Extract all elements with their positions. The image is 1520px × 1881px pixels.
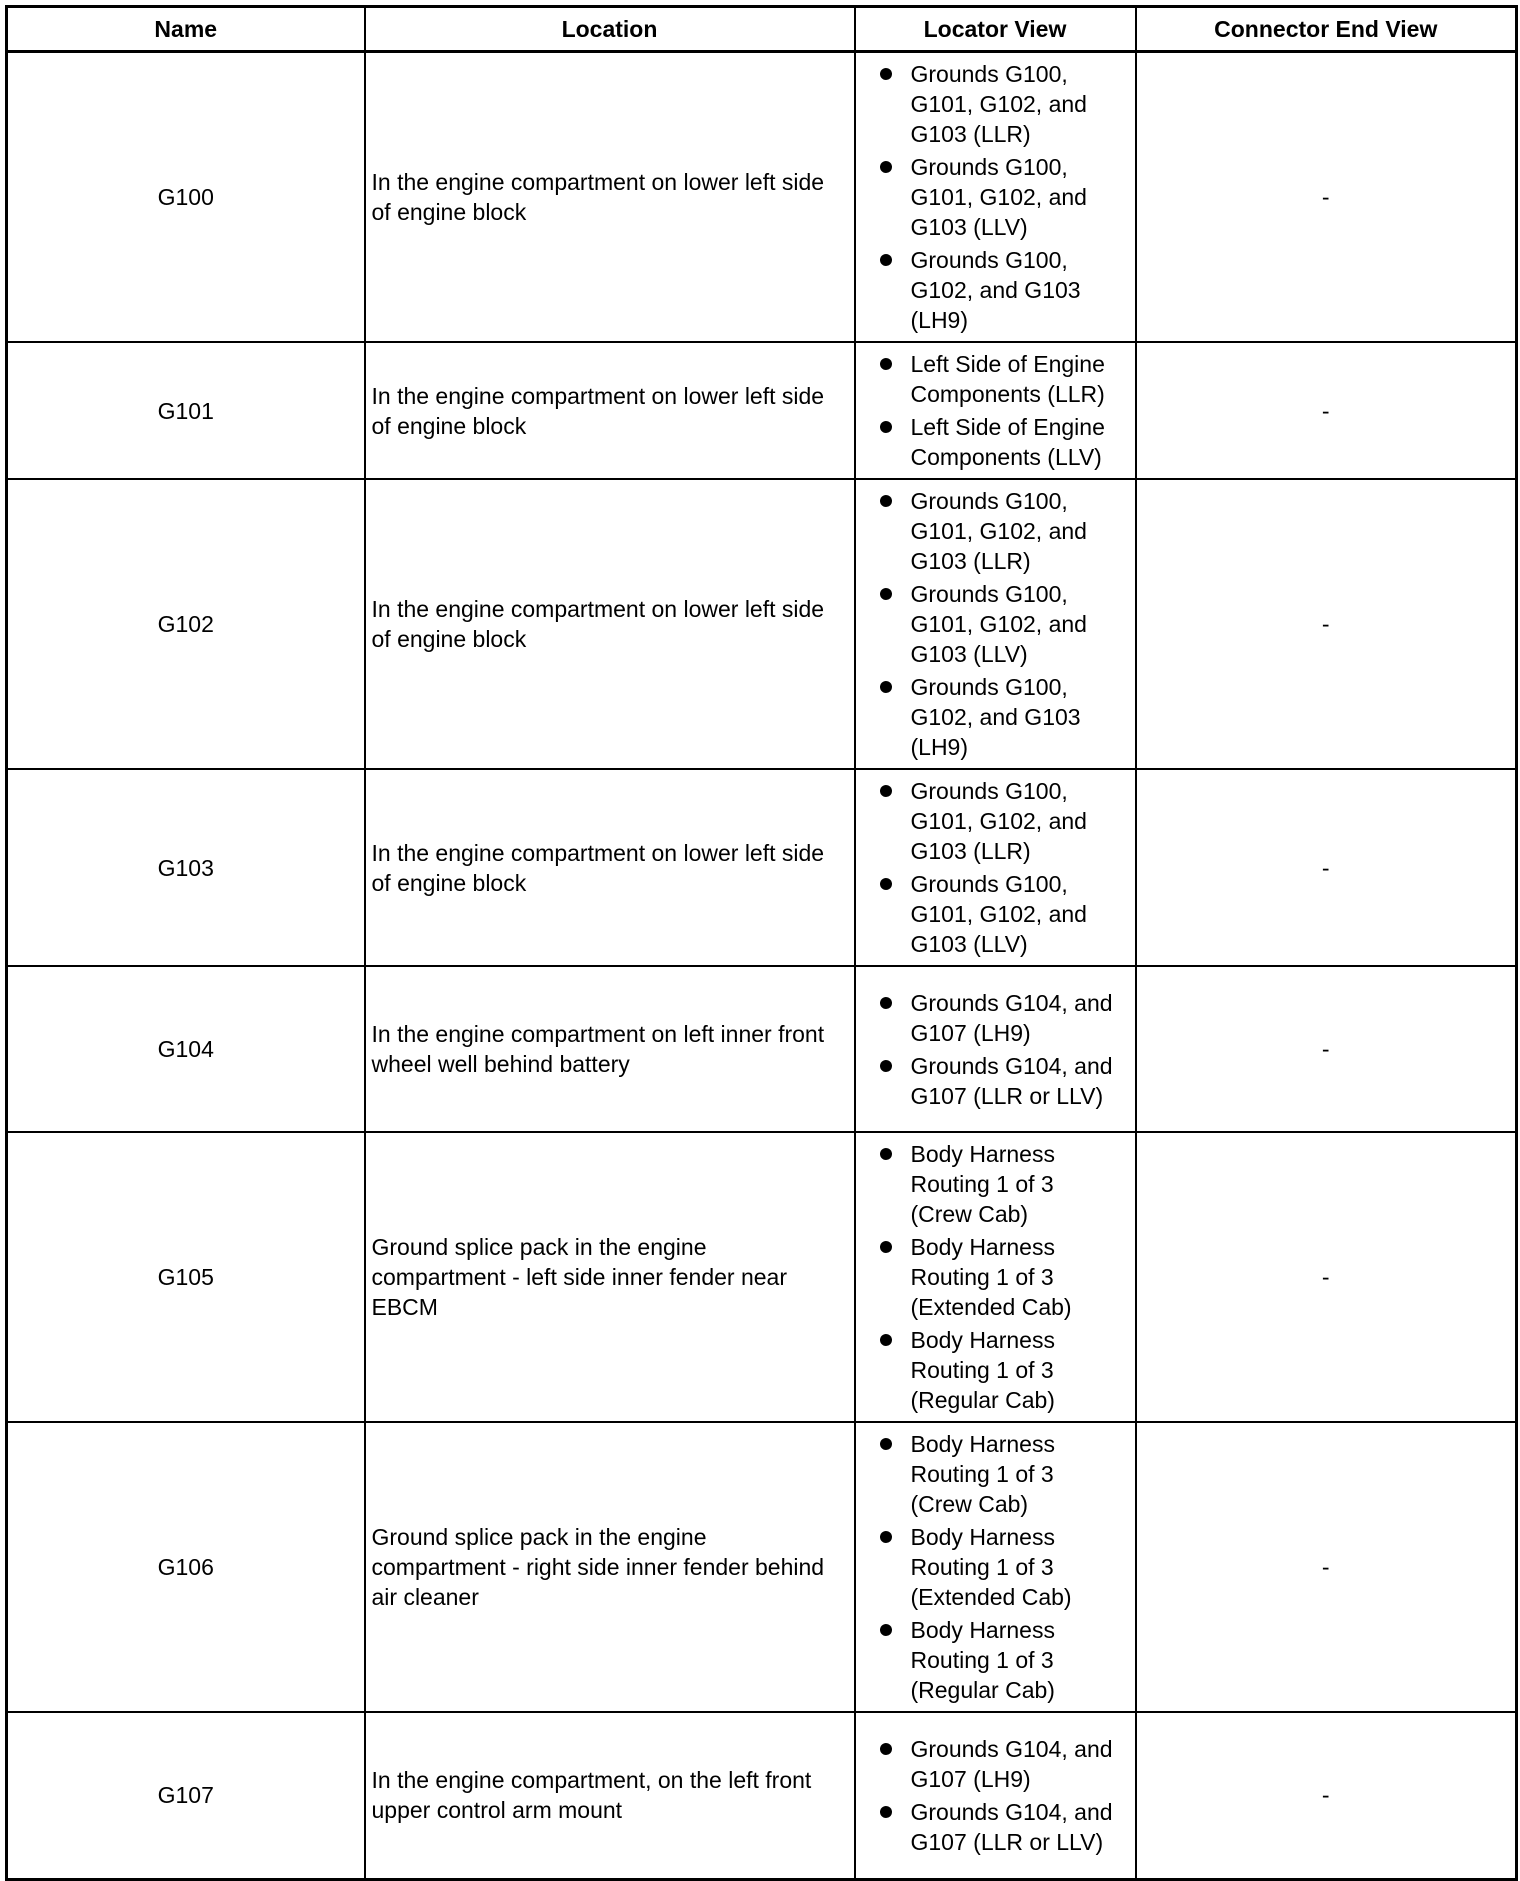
locator-link[interactable]: Grounds G104, and G107 (LH9) — [880, 988, 1127, 1048]
locator-link[interactable]: Grounds G100, G102, and G103 (LH9) — [880, 672, 1127, 762]
ground-name: G101 — [7, 342, 365, 479]
locator-list — [880, 59, 1127, 335]
locator-list — [880, 349, 1127, 472]
ground-location: Ground splice pack in the engine compartment - right side inner fender behind air cleaner — [365, 1422, 855, 1712]
table-row — [7, 52, 1517, 343]
connector-end-view: - — [1136, 52, 1517, 343]
locator-link[interactable]: Body Harness Routing 1 of 3 (Extended Cab) — [880, 1522, 1127, 1612]
header-locator-view: Locator View — [855, 7, 1136, 52]
ground-location: Ground splice pack in the engine compartment - left side inner fender near EBCM — [365, 1132, 855, 1422]
table-row — [7, 769, 1517, 966]
locator-view-cell — [855, 1712, 1136, 1879]
locator-view-cell — [855, 1422, 1136, 1712]
locator-link[interactable]: Body Harness Routing 1 of 3 (Crew Cab) — [880, 1139, 1127, 1229]
ground-name: G105 — [7, 1132, 365, 1422]
locator-link[interactable]: Grounds G104, and G107 (LH9) — [880, 1734, 1127, 1794]
table-body — [7, 52, 1517, 1880]
header-location: Location — [365, 7, 855, 52]
table-row — [7, 1422, 1517, 1712]
table-row — [7, 1712, 1517, 1879]
table-row — [7, 966, 1517, 1132]
locator-link[interactable]: Left Side of Engine Components (LLR) — [880, 349, 1127, 409]
locator-link[interactable]: Grounds G100, G102, and G103 (LH9) — [880, 245, 1127, 335]
connector-end-view: - — [1136, 1422, 1517, 1712]
locator-link[interactable]: Body Harness Routing 1 of 3 (Regular Cab) — [880, 1325, 1127, 1415]
locator-link[interactable]: Left Side of Engine Components (LLV) — [880, 412, 1127, 472]
ground-location: In the engine compartment on lower left side of engine block — [365, 769, 855, 966]
locator-link[interactable]: Body Harness Routing 1 of 3 (Regular Cab) — [880, 1615, 1127, 1705]
header-name: Name — [7, 7, 365, 52]
ground-name: G102 — [7, 479, 365, 769]
connector-end-view: - — [1136, 1132, 1517, 1422]
locator-link[interactable]: Body Harness Routing 1 of 3 (Extended Cab) — [880, 1232, 1127, 1322]
locator-view-cell — [855, 479, 1136, 769]
locator-view-cell — [855, 52, 1136, 343]
ground-name: G104 — [7, 966, 365, 1132]
ground-location: In the engine compartment, on the left front upper control arm mount — [365, 1712, 855, 1879]
ground-name: G100 — [7, 52, 365, 343]
connector-end-view: - — [1136, 769, 1517, 966]
locator-list — [880, 1734, 1127, 1857]
connector-end-view: - — [1136, 342, 1517, 479]
locator-view-cell — [855, 966, 1136, 1132]
connector-end-view: - — [1136, 479, 1517, 769]
locator-link[interactable]: Body Harness Routing 1 of 3 (Crew Cab) — [880, 1429, 1127, 1519]
locator-view-cell — [855, 769, 1136, 966]
locator-view-cell — [855, 342, 1136, 479]
ground-location: In the engine compartment on lower left side of engine block — [365, 479, 855, 769]
locator-list — [880, 1139, 1127, 1415]
locator-link[interactable]: Grounds G100, G101, G102, and G103 (LLR) — [880, 59, 1127, 149]
locator-link[interactable]: Grounds G100, G101, G102, and G103 (LLR) — [880, 776, 1127, 866]
ground-name: G103 — [7, 769, 365, 966]
table-row — [7, 479, 1517, 769]
ground-location: In the engine compartment on lower left side of engine block — [365, 342, 855, 479]
ground-location: In the engine compartment on lower left side of engine block — [365, 52, 855, 343]
header-connector-end-view: Connector End View — [1136, 7, 1517, 52]
ground-name: G107 — [7, 1712, 365, 1879]
locator-list — [880, 1429, 1127, 1705]
locator-list — [880, 486, 1127, 762]
locator-link[interactable]: Grounds G100, G101, G102, and G103 (LLV) — [880, 152, 1127, 242]
locator-view-cell — [855, 1132, 1136, 1422]
ground-name: G106 — [7, 1422, 365, 1712]
locator-link[interactable]: Grounds G104, and G107 (LLR or LLV) — [880, 1797, 1127, 1857]
table-row — [7, 342, 1517, 479]
locator-link[interactable]: Grounds G104, and G107 (LLR or LLV) — [880, 1051, 1127, 1111]
locator-link[interactable]: Grounds G100, G101, G102, and G103 (LLV) — [880, 869, 1127, 959]
locator-link[interactable]: Grounds G100, G101, G102, and G103 (LLR) — [880, 486, 1127, 576]
connector-end-view: - — [1136, 1712, 1517, 1879]
locator-link[interactable]: Grounds G100, G101, G102, and G103 (LLV) — [880, 579, 1127, 669]
header-row — [7, 7, 1517, 52]
table-row — [7, 1132, 1517, 1422]
locator-list — [880, 776, 1127, 959]
locator-list — [880, 988, 1127, 1111]
ground-locations-table — [5, 5, 1518, 1881]
ground-location: In the engine compartment on left inner front wheel well behind battery — [365, 966, 855, 1132]
connector-end-view: - — [1136, 966, 1517, 1132]
